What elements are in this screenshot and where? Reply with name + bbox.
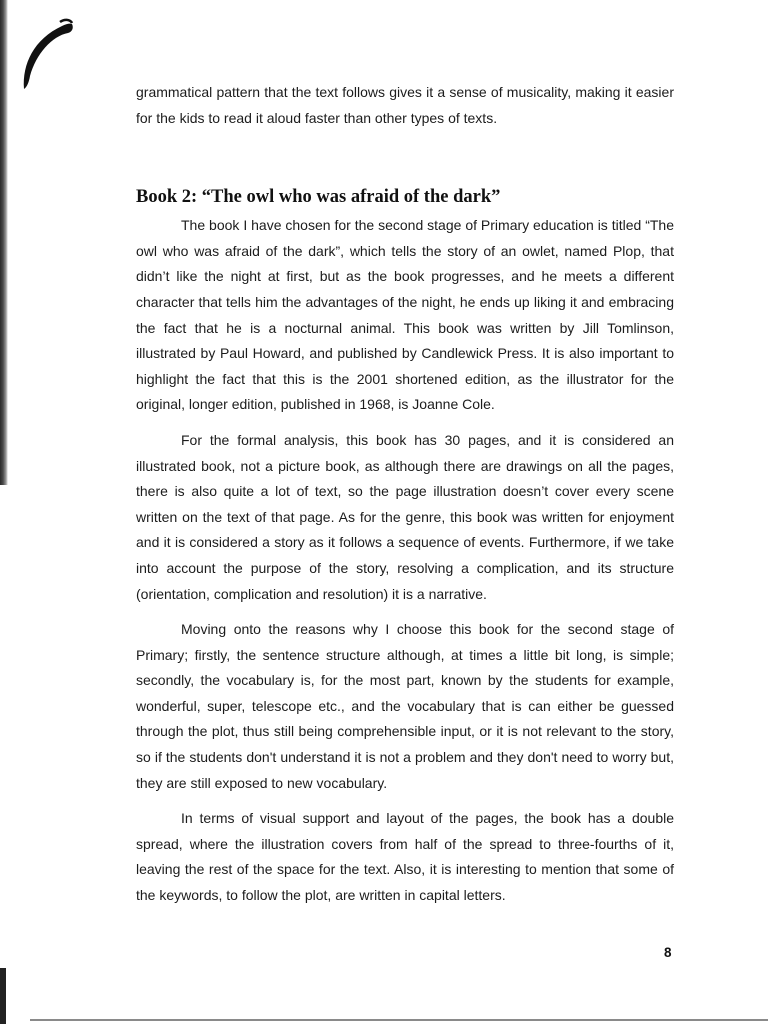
binder-clip-mark-icon [14, 14, 84, 94]
page-number: 8 [664, 945, 672, 960]
scan-shadow-left [0, 0, 8, 485]
section-heading: Book 2: “The owl who was afraid of the dark” [136, 187, 501, 208]
intro-paragraph: grammatical pattern that the text follows gives it a sense of musicality, making it easier for the kids to read it aloud faster than other types of texts. [136, 84, 674, 126]
body-paragraph: For the formal analysis, this book has 30 pages, and it is considered an illustrated book, not a picture book, as although there are drawings on all the pages, there is also quite a lot of text, so the page illustration doesn’t cover every scene written on the text of that page. As for the genre, this book was written for enjoyment and it is considered a story as it follows a sequence of events. Furthermore, if we take into account the purpose of the story, resolving a complication, and its structure (orientation, complication and resolution) it is a narrative. [136, 431, 674, 602]
body-paragraph: Moving onto the reasons why I choose this book for the second stage of Primary; firstly, the sentence structure although, at times a little bit long, is simple; secondly, the vocabulary is, for the most part, known by the students for example, wonderful, super, telescope etc., and the vocabulary that is can either be guessed through the plot, thus still being comprehensible input, or it is not relevant to the story, so if the students don't understand it is not a problem and they don't need to worry but, they are still exposed to new vocabulary. [136, 621, 674, 791]
scan-shadow-left-bottom [0, 968, 6, 1024]
body-paragraph: The book I have chosen for the second stage of Primary education is titled “The owl who was afraid of the dark”, which tells the story of an owlet, named Plop, that didn’t like the night at first, but as the book progresses, and he meets a different character that tells him the advantages of the night, he ends up liking it and embracing the fact that he is a nocturnal animal. This book was written by Jill Tomlinson, illustrated by Paul Howard, and published by Candlewick Press. It is also important to highlight the fact that this is the 2001 shortened edition, as the illustrator for the original, longer edition, published in 1968, is Joanne Cole. [136, 217, 674, 413]
body-paragraph: In terms of visual support and layout of the pages, the book has a double spread, where the illustration covers from half of the spread to three-fourths of it, leaving the rest of the space for the text. Also, it is interesting to mention that some of the keywords, to follow the plot, are written in capital letters. [136, 810, 674, 904]
document-page [136, 80, 674, 909]
scan-edge-bottom [30, 1019, 768, 1021]
